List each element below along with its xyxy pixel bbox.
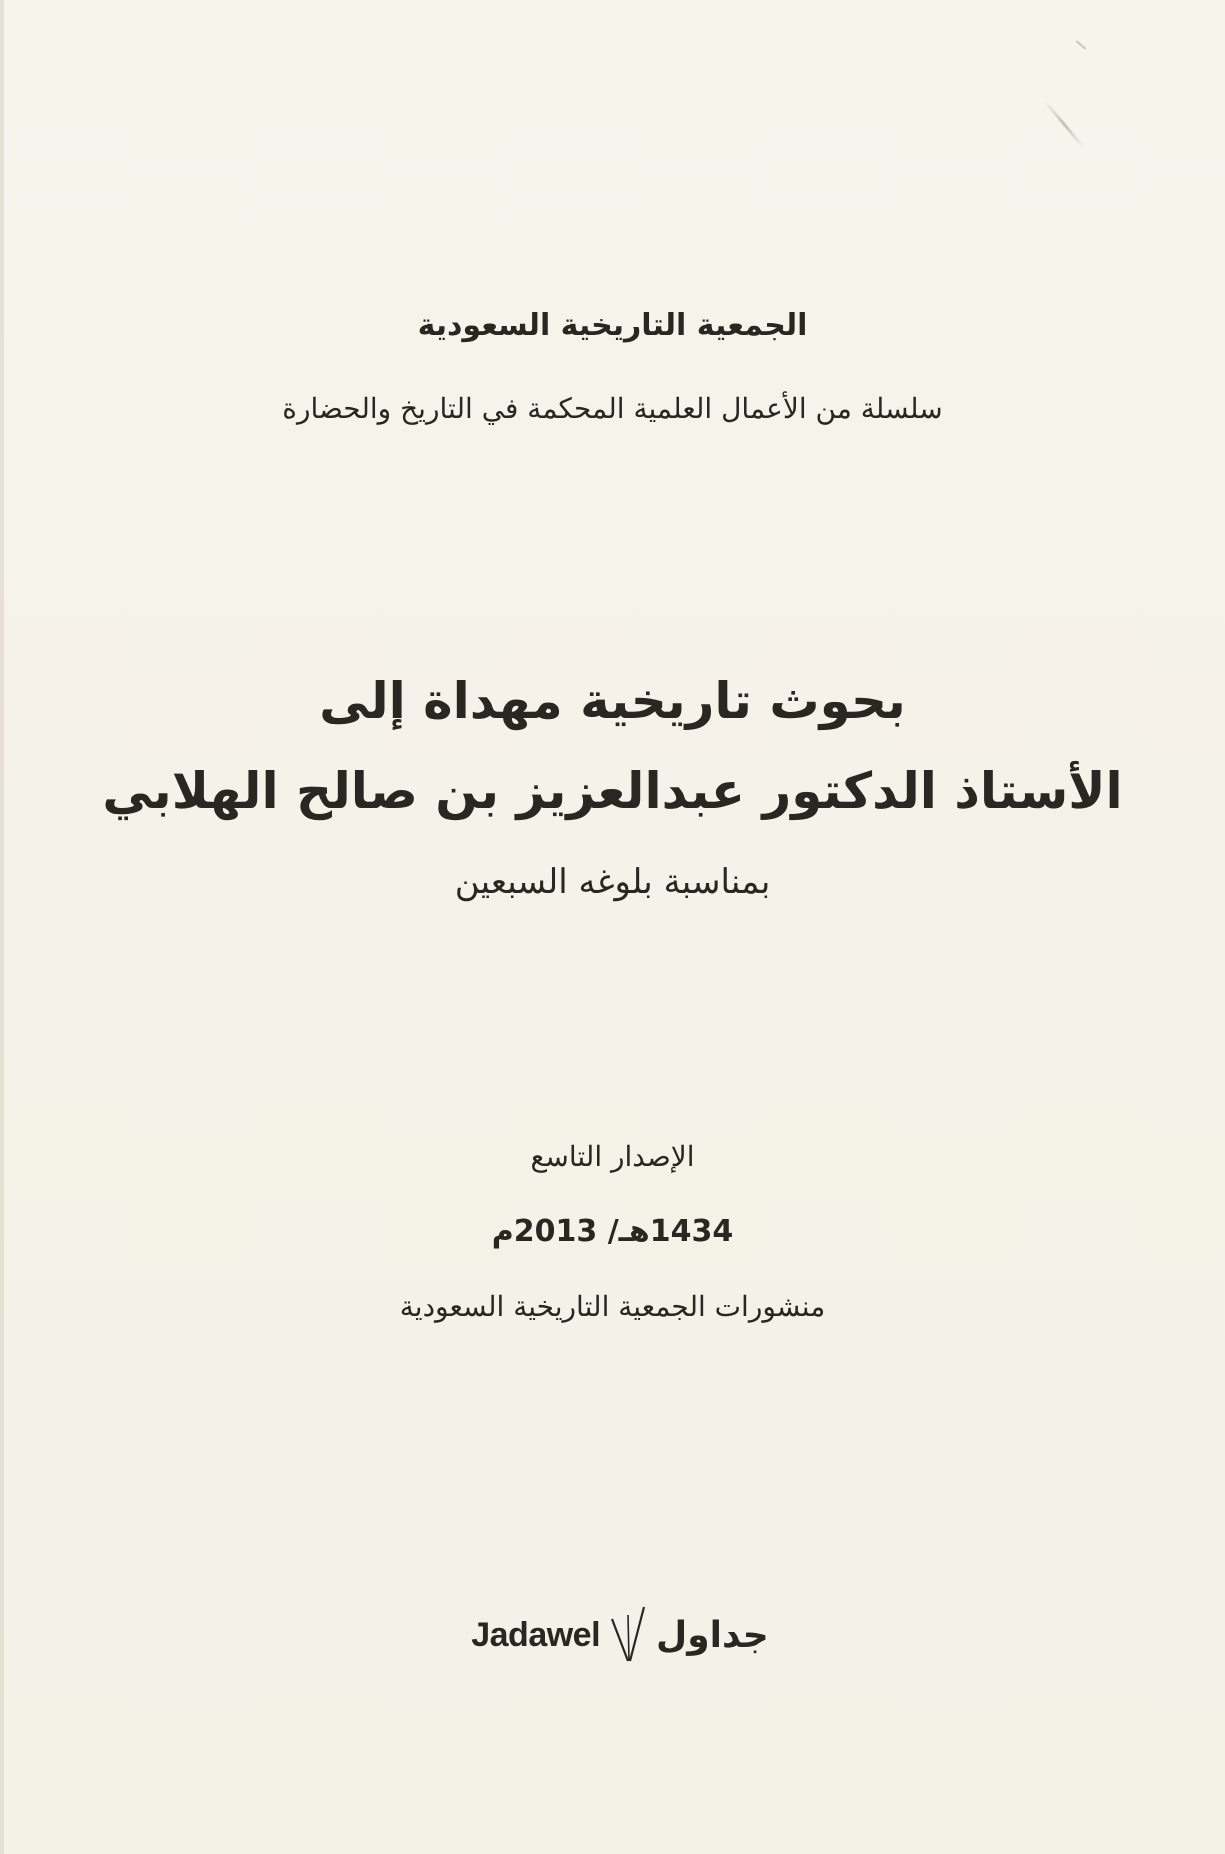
series-subtitle: سلسلة من الأعمال العلمية المحكمة في التاريخ والحضارة bbox=[282, 392, 943, 425]
jadawel-reed-icon bbox=[608, 1605, 648, 1665]
page-edge bbox=[0, 0, 4, 1854]
book-title-line-2: الأستاذ الدكتور عبدالعزيز بن صالح الهلابي bbox=[102, 762, 1123, 820]
publisher-logo bbox=[470, 1600, 770, 1670]
logo-latin-text: Jadawel bbox=[471, 1615, 601, 1654]
publication-date: 1434هـ/ 2013م bbox=[491, 1214, 734, 1249]
book-title-line-3: بمناسبة بلوغه السبعين bbox=[454, 862, 771, 902]
paper-mark bbox=[1076, 40, 1086, 49]
paper-crease bbox=[1044, 101, 1085, 149]
book-title-line-1: بحوث تاريخية مهداة إلى bbox=[319, 672, 906, 730]
society-name: الجمعية التاريخية السعودية bbox=[417, 308, 808, 343]
publisher-line: منشورات الجمعية التاريخية السعودية bbox=[399, 1290, 826, 1323]
edition-label: الإصدار التاسع bbox=[530, 1140, 695, 1173]
logo-arabic-text: جداول bbox=[656, 1614, 769, 1656]
